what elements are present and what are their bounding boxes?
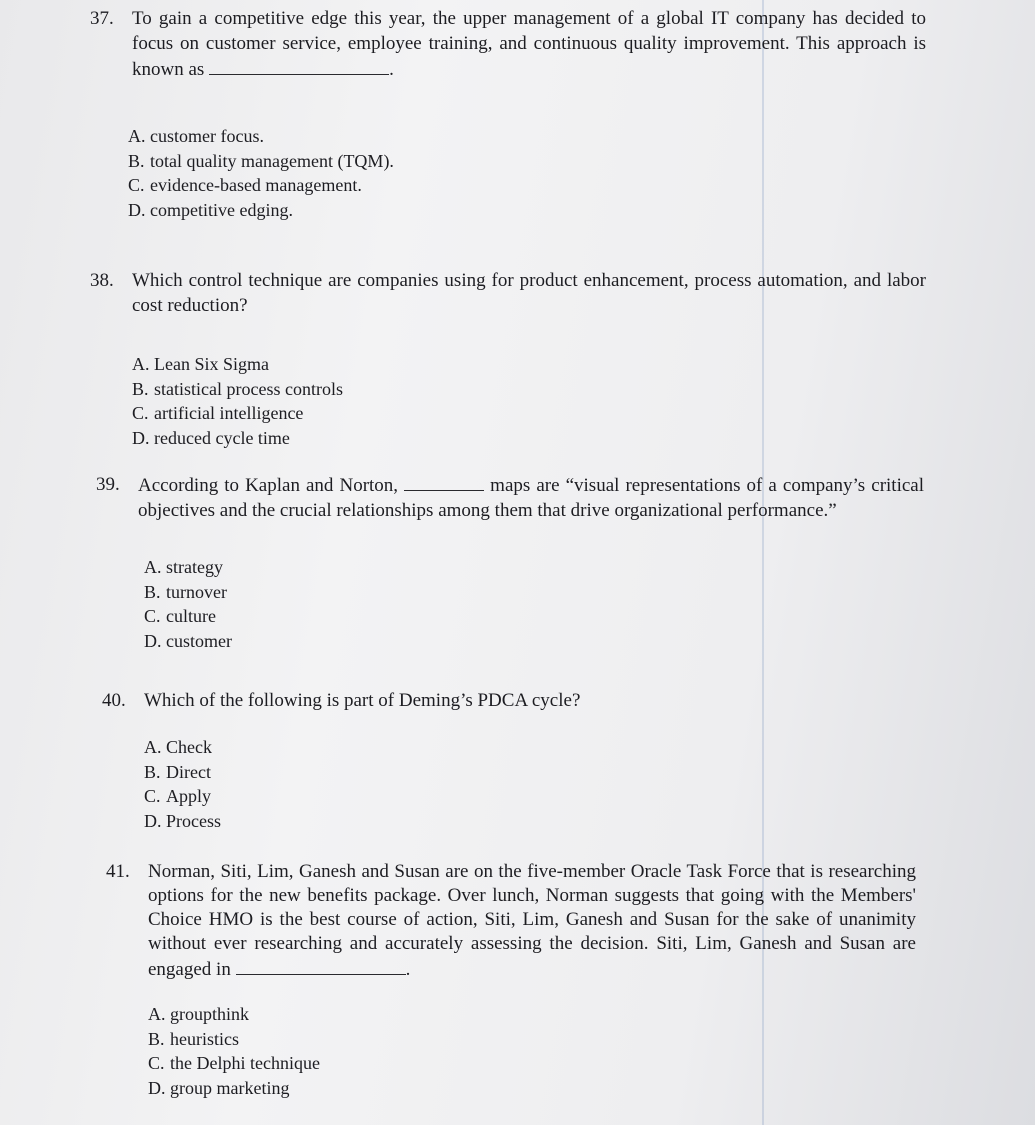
answer-options	[148, 1002, 916, 1100]
question-stem	[106, 860, 916, 982]
option-text: Check	[166, 737, 212, 757]
answer-options	[128, 124, 926, 222]
answer-blank	[404, 472, 484, 491]
answer-option	[128, 149, 926, 174]
question-39	[96, 472, 924, 653]
option-text: Direct	[166, 761, 211, 782]
question-text	[144, 688, 922, 713]
question-stem	[96, 472, 924, 523]
question-41	[106, 860, 916, 1100]
option-letter: C.	[132, 403, 149, 423]
answer-blank	[209, 56, 389, 75]
option-letter: A.	[144, 737, 162, 757]
option-letter: C.	[128, 175, 145, 195]
stem-text-after: maps are “visual representations of a company’s critical objectives and the crucial relationships among them that drive organizational performance.”	[138, 475, 924, 521]
answer-option	[148, 1076, 916, 1101]
option-text: total quality management (TQM).	[150, 150, 394, 171]
question-number: 40.	[102, 690, 126, 711]
option-letter: A.	[144, 557, 162, 577]
option-text: competitive edging.	[150, 199, 293, 220]
stem-text-after: .	[389, 59, 394, 80]
answer-option	[144, 784, 922, 809]
option-text: customer focus.	[150, 126, 264, 146]
option-text: group marketing	[170, 1077, 290, 1098]
stem-text-before: Which control technique are companies using for product enhancement, process automation, and labor cost reduction?	[132, 270, 926, 316]
answer-option	[132, 426, 926, 451]
answer-option	[144, 735, 922, 760]
option-text: artificial intelligence	[154, 403, 304, 423]
answer-options	[144, 555, 924, 653]
option-text: groupthink	[170, 1004, 249, 1024]
option-text: statistical process controls	[154, 378, 343, 399]
answer-option	[144, 555, 924, 580]
question-text	[132, 6, 926, 82]
question-38	[90, 268, 926, 450]
answer-option	[148, 1002, 916, 1027]
stem-text-before: To gain a competitive edge this year, the upper management of a global IT company has decided to focus on customer service, employee training, and continuous quality improvement. This approach is known as	[132, 8, 926, 80]
option-text: reduced cycle time	[154, 427, 290, 448]
option-text: customer	[166, 630, 232, 651]
option-letter: B.	[148, 1028, 165, 1049]
question-stem	[102, 688, 922, 713]
option-text: Process	[166, 810, 221, 831]
answer-option	[128, 198, 926, 223]
option-letter: A.	[148, 1004, 166, 1024]
question-number: 41.	[106, 861, 130, 882]
option-letter: D.	[144, 630, 162, 651]
question-stem	[90, 6, 926, 82]
answer-options	[132, 352, 926, 450]
question-stem	[90, 268, 926, 318]
option-text: Apply	[166, 786, 211, 806]
question-text	[132, 268, 926, 318]
stem-text-after: .	[405, 959, 411, 980]
option-letter: D.	[148, 1077, 166, 1098]
question-text	[148, 860, 916, 982]
answer-option	[128, 173, 926, 198]
option-text: heuristics	[170, 1028, 239, 1049]
answer-option	[148, 1027, 916, 1052]
answer-option	[144, 580, 924, 605]
answer-option	[144, 809, 922, 834]
answer-options	[144, 735, 922, 833]
answer-option	[144, 604, 924, 629]
option-letter: C.	[144, 786, 161, 806]
answer-option	[132, 352, 926, 377]
option-letter: D.	[128, 199, 146, 220]
question-37	[90, 6, 926, 222]
option-letter: C.	[144, 606, 161, 626]
option-text: strategy	[166, 557, 223, 577]
option-letter: D.	[144, 810, 162, 831]
answer-option	[128, 124, 926, 149]
stem-text-before: According to Kaplan and Norton,	[138, 475, 405, 496]
answer-option	[144, 760, 922, 785]
question-number: 37.	[90, 8, 114, 29]
stem-text-before: Norman, Siti, Lim, Ganesh and Susan are on the five-member Oracle Task Force that is researching options for the new benefits package. Over lunch, Norman suggests that going with the Members' Choice HMO is the best course of action, Siti, Lim, Ganesh and Susan for the sake of unanimity without ever researching and accurately assessing the decision. Siti, Lim, Ganesh and Susan are engaged in	[148, 861, 916, 980]
answer-blank	[236, 956, 406, 975]
option-text: Lean Six Sigma	[154, 354, 269, 374]
answer-option	[148, 1051, 916, 1076]
option-letter: D.	[132, 427, 150, 448]
question-number: 38.	[90, 270, 114, 291]
answer-option	[132, 401, 926, 426]
option-letter: A.	[132, 354, 150, 374]
option-letter: B.	[132, 378, 149, 399]
question-number: 39.	[96, 474, 120, 495]
option-letter: B.	[144, 581, 161, 602]
option-text: evidence-based management.	[150, 175, 362, 195]
option-letter: B.	[128, 150, 145, 171]
question-text	[138, 472, 924, 523]
stem-text-before: Which of the following is part of Deming’s PDCA cycle?	[144, 690, 581, 711]
option-text: turnover	[166, 581, 227, 602]
option-text: culture	[166, 606, 216, 626]
answer-option	[144, 629, 924, 654]
option-letter: C.	[148, 1053, 165, 1073]
option-letter: B.	[144, 761, 161, 782]
question-40	[102, 688, 922, 833]
answer-option	[132, 377, 926, 402]
option-letter: A.	[128, 126, 146, 146]
option-text: the Delphi technique	[170, 1053, 320, 1073]
